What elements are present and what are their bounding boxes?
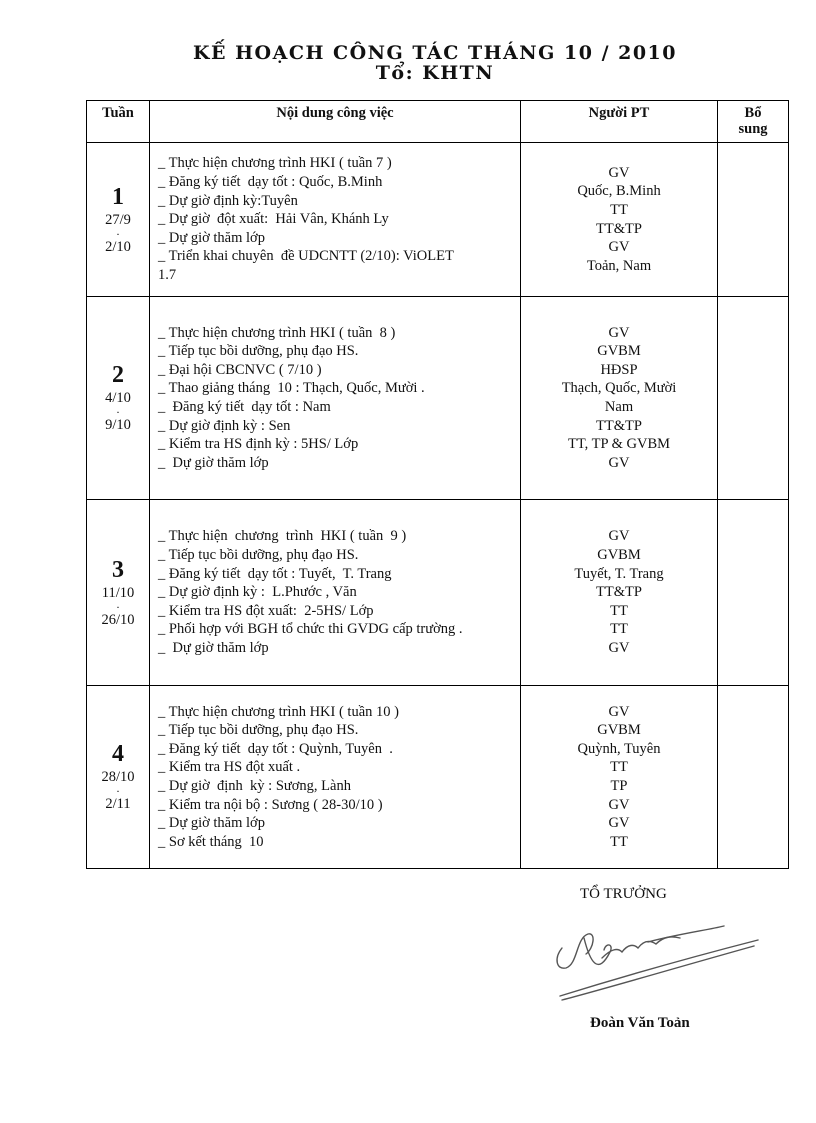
week-end-date: 2/11: [105, 796, 131, 812]
week-date-separator: ·: [116, 405, 120, 419]
week-start-date: 27/9: [105, 211, 131, 228]
header-add: Bổ sung: [718, 101, 789, 143]
task-line: _ Thực hiện chương trình HKI ( tuần 7 ): [158, 155, 392, 172]
task-line: 1.7: [158, 266, 177, 283]
person-cell: [521, 297, 718, 500]
week-row: [87, 686, 789, 869]
person-cell: [521, 500, 718, 686]
person-line: TT&TP: [596, 417, 642, 434]
task-line: _ Thực hiện chương trình HKI ( tuần 8 ): [158, 324, 396, 341]
person-line: GV: [608, 454, 630, 471]
task-line: _ Dự giờ định kỳ:Tuyên: [158, 192, 298, 209]
person-line: TT: [610, 833, 628, 850]
task-line: _ Dự giờ đột xuất: Hải Vân, Khánh Ly: [158, 211, 389, 228]
week-end-date: 9/10: [105, 417, 131, 433]
task-line: _ Thực hiện chương trình HKI ( tuần 9 ): [158, 528, 407, 545]
task-line: _ Dự giờ thăm lớp: [158, 229, 265, 246]
person-line: GV: [608, 528, 630, 545]
task-cell: [150, 500, 521, 686]
table-header-row: [87, 101, 789, 143]
person-line: Thạch, Quốc, Mười: [561, 380, 677, 397]
person-line: Tuyết, T. Trang: [574, 565, 664, 582]
week-cell: [87, 297, 150, 500]
person-line: TT&TP: [596, 584, 642, 601]
person-line: TP: [610, 778, 628, 794]
week-end-date: 26/10: [101, 611, 135, 628]
task-line: _ Sơ kết tháng 10: [158, 833, 264, 850]
task-line: _ Kiểm tra HS định kỳ : 5HS/ Lớp: [158, 436, 359, 453]
signature-name: Đoàn Văn Toản: [590, 1015, 690, 1031]
task-line: _ Triển khai chuyên đề UDCNTT (2/10): ViOLET: [158, 248, 454, 265]
add-cell: [718, 500, 789, 686]
person-line: GV: [608, 815, 630, 832]
person-line: TT: [610, 759, 628, 776]
task-line: _ Tiếp tục bồi dưỡng, phụ đạo HS.: [158, 343, 359, 360]
person-line: GVBM: [597, 547, 641, 564]
person-line: HĐSP: [600, 361, 638, 378]
signature-role: TỔ TRƯỞNG: [580, 886, 667, 902]
person-cell: [521, 686, 718, 869]
task-line: _ Đăng ký tiết dạy tốt : Quốc, B.Minh: [158, 174, 383, 191]
week-number: 2: [112, 362, 124, 388]
week-start-date: 28/10: [101, 769, 135, 785]
task-line: _ Dự giờ định kỳ : Sen: [158, 417, 291, 434]
week-date-separator: ·: [116, 599, 120, 614]
person-line: TT: [610, 201, 628, 218]
person-line: GVBM: [597, 722, 641, 739]
header-person: Người PT: [521, 101, 718, 143]
week-cell: [87, 143, 150, 297]
task-cell: [150, 297, 521, 500]
person-line: Toản, Nam: [586, 257, 652, 274]
task-line: _ Dự giờ thăm lớp: [158, 454, 269, 471]
task-line: _ Dự giờ định kỳ : Sương, Lành: [158, 778, 351, 794]
week-cell: [87, 500, 150, 686]
task-line: _ Dự giờ thăm lớp: [158, 639, 269, 656]
task-line: _ Kiểm tra HS đột xuất: 2-5HS/ Lớp: [158, 602, 374, 619]
week-cell: [87, 686, 150, 869]
person-line: Quỳnh, Tuyên: [577, 740, 661, 757]
week-date-separator: ·: [116, 226, 120, 241]
task-line: _ Phối hợp với BGH tổ chức thi GVDG cấp trường .: [158, 621, 463, 638]
person-line: GV: [608, 324, 630, 341]
week-start-date: 11/10: [101, 584, 135, 601]
person-line: TT&TP: [596, 220, 642, 237]
week-row: [87, 143, 789, 297]
person-line: TT: [610, 602, 628, 619]
person-line: Nam: [604, 399, 634, 415]
task-line: _ Kiểm tra HS đột xuất .: [158, 759, 301, 776]
week-date-separator: ·: [116, 784, 120, 798]
task-line: _ Tiếp tục bồi dưỡng, phụ đạo HS.: [158, 547, 359, 564]
person-cell: [521, 143, 718, 297]
person-line: TT, TP & GVBM: [567, 436, 671, 453]
task-line: _ Dự giờ thăm lớp: [158, 815, 265, 832]
task-line: _ Dự giờ định kỳ : L.Phước , Văn: [158, 584, 357, 601]
person-line: GVBM: [597, 343, 641, 360]
week-row: [87, 297, 789, 500]
handwritten-signature: [548, 918, 762, 1004]
week-end-date: 2/10: [105, 238, 131, 255]
task-line: _ Đăng ký tiết dạy tốt : Tuyết, T. Trang: [158, 565, 392, 582]
task-line: _ Đăng ký tiết dạy tốt : Nam: [158, 399, 331, 415]
week-number: 3: [112, 556, 124, 583]
document-title: KẾ HOẠCH CÔNG TÁC THÁNG 10 / 2010: [192, 42, 678, 64]
person-line: GV: [608, 639, 630, 656]
person-line: Quốc, B.Minh: [577, 183, 661, 200]
week-number: 1: [112, 183, 124, 210]
task-line: _ Tiếp tục bồi dưỡng, phụ đạo HS.: [158, 722, 359, 739]
week-number: 4: [112, 741, 124, 767]
person-line: GV: [608, 164, 630, 181]
task-line: _ Đại hội CBCNVC ( 7/10 ): [158, 361, 322, 378]
add-cell: [718, 686, 789, 869]
plan-table: [86, 100, 789, 869]
task-cell: [150, 143, 521, 297]
task-line: _ Kiểm tra nội bộ : Sương ( 28-30/10 ): [158, 796, 383, 813]
person-line: GV: [608, 703, 630, 720]
person-line: GV: [608, 239, 630, 256]
week-row: [87, 500, 789, 686]
task-cell: [150, 686, 521, 869]
header-week: Tuần: [87, 101, 150, 143]
document-subtitle: Tổ: KHTN: [375, 62, 495, 84]
task-line: _ Thao giảng tháng 10 : Thạch, Quốc, Mười .: [158, 380, 425, 397]
add-cell: [718, 297, 789, 500]
week-start-date: 4/10: [105, 390, 131, 406]
header-task: Nội dung công việc: [150, 101, 521, 143]
person-line: GV: [608, 796, 630, 813]
add-cell: [718, 143, 789, 297]
task-line: _ Đăng ký tiết dạy tốt : Quỳnh, Tuyên .: [158, 740, 393, 757]
task-line: _ Thực hiện chương trình HKI ( tuần 10 ): [158, 703, 399, 720]
person-line: TT: [610, 621, 628, 638]
